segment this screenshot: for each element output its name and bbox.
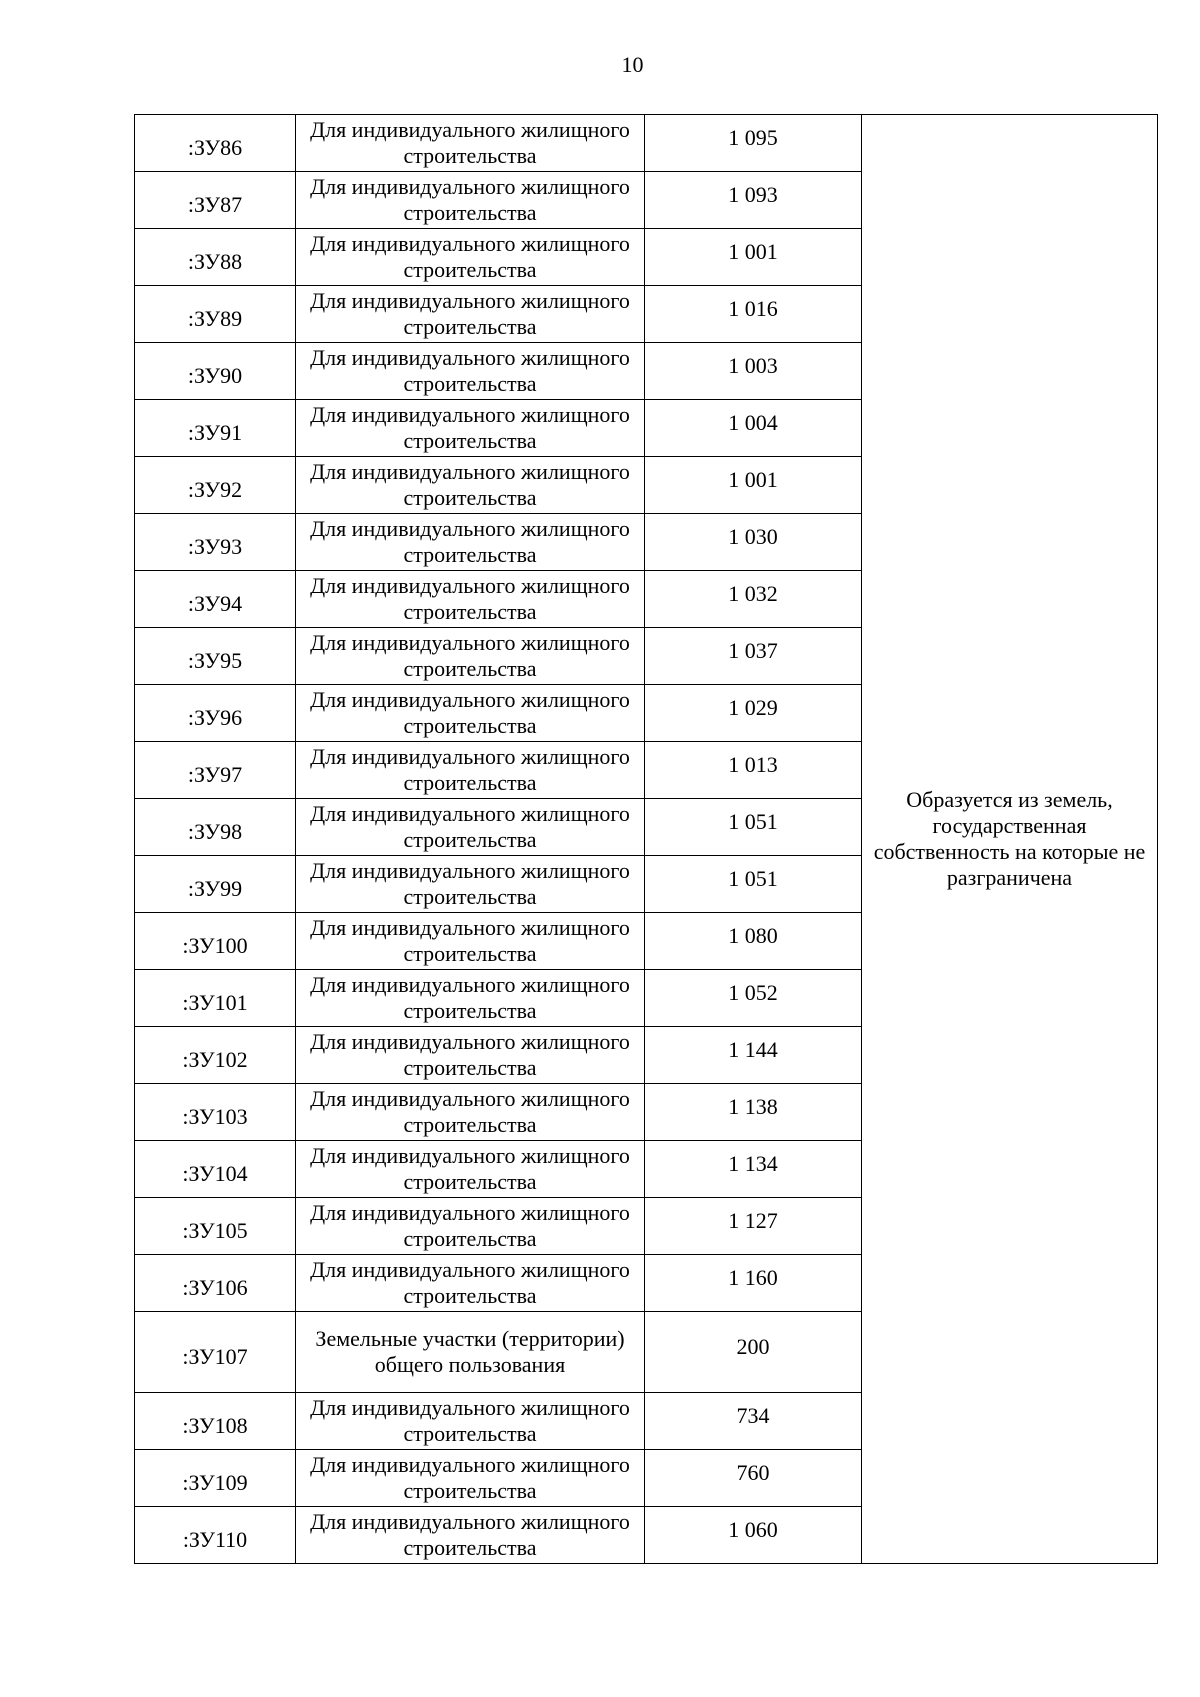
area-cell: 200	[645, 1312, 862, 1393]
parcel-id-cell: :ЗУ93	[135, 514, 296, 571]
parcel-id-cell: :ЗУ103	[135, 1084, 296, 1141]
parcel-id-cell: :ЗУ98	[135, 799, 296, 856]
area-cell: 1 051	[645, 799, 862, 856]
permitted-use-cell: Для индивидуального жилищного строительства	[296, 1393, 645, 1450]
area-cell: 1 095	[645, 115, 862, 172]
area-cell: 1 144	[645, 1027, 862, 1084]
area-cell: 1 138	[645, 1084, 862, 1141]
area-cell: 1 001	[645, 229, 862, 286]
area-cell: 1 037	[645, 628, 862, 685]
area-cell: 1 030	[645, 514, 862, 571]
area-cell: 1 080	[645, 913, 862, 970]
parcel-id-cell: :ЗУ88	[135, 229, 296, 286]
parcel-id-cell: :ЗУ94	[135, 571, 296, 628]
permitted-use-cell: Для индивидуального жилищного строительства	[296, 286, 645, 343]
permitted-use-cell: Для индивидуального жилищного строительства	[296, 1027, 645, 1084]
permitted-use-cell: Для индивидуального жилищного строительства	[296, 1141, 645, 1198]
table-row	[135, 115, 1158, 172]
parcel-id-cell: :ЗУ107	[135, 1312, 296, 1393]
parcel-id-cell: :ЗУ97	[135, 742, 296, 799]
parcel-id-cell: :ЗУ102	[135, 1027, 296, 1084]
area-cell: 1 029	[645, 685, 862, 742]
parcels-table-body	[135, 115, 1158, 1564]
parcel-id-cell: :ЗУ92	[135, 457, 296, 514]
parcel-id-cell: :ЗУ101	[135, 970, 296, 1027]
permitted-use-cell: Земельные участки (территории) общего пользования	[296, 1312, 645, 1393]
permitted-use-cell: Для индивидуального жилищного строительства	[296, 1507, 645, 1564]
area-cell: 1 052	[645, 970, 862, 1027]
permitted-use-cell: Для индивидуального жилищного строительства	[296, 571, 645, 628]
permitted-use-cell: Для индивидуального жилищного строительства	[296, 400, 645, 457]
area-cell: 1 060	[645, 1507, 862, 1564]
area-cell: 1 013	[645, 742, 862, 799]
parcel-id-cell: :ЗУ109	[135, 1450, 296, 1507]
permitted-use-cell: Для индивидуального жилищного строительства	[296, 1198, 645, 1255]
parcel-id-cell: :ЗУ96	[135, 685, 296, 742]
permitted-use-cell: Для индивидуального жилищного строительства	[296, 742, 645, 799]
permitted-use-cell: Для индивидуального жилищного строительства	[296, 1084, 645, 1141]
parcel-id-cell: :ЗУ104	[135, 1141, 296, 1198]
area-cell: 1 016	[645, 286, 862, 343]
area-cell: 1 134	[645, 1141, 862, 1198]
parcel-id-cell: :ЗУ106	[135, 1255, 296, 1312]
parcel-id-cell: :ЗУ87	[135, 172, 296, 229]
area-cell: 1 093	[645, 172, 862, 229]
parcel-id-cell: :ЗУ91	[135, 400, 296, 457]
parcel-id-cell: :ЗУ89	[135, 286, 296, 343]
permitted-use-cell: Для индивидуального жилищного строительства	[296, 970, 645, 1027]
permitted-use-cell: Для индивидуального жилищного строительства	[296, 229, 645, 286]
page-number: 10	[621, 52, 644, 77]
area-cell: 760	[645, 1450, 862, 1507]
parcel-id-cell: :ЗУ100	[135, 913, 296, 970]
permitted-use-cell: Для индивидуального жилищного строительства	[296, 457, 645, 514]
permitted-use-cell: Для индивидуального жилищного строительства	[296, 799, 645, 856]
permitted-use-cell: Для индивидуального жилищного строительства	[296, 1255, 645, 1312]
area-cell: 1 032	[645, 571, 862, 628]
area-cell: 1 160	[645, 1255, 862, 1312]
land-origin-note-cell: Образуется из земель, государственная собственность на которые не разграничена	[862, 115, 1158, 1564]
permitted-use-cell: Для индивидуального жилищного строительства	[296, 115, 645, 172]
area-cell: 734	[645, 1393, 862, 1450]
area-cell: 1 051	[645, 856, 862, 913]
permitted-use-cell: Для индивидуального жилищного строительства	[296, 685, 645, 742]
permitted-use-cell: Для индивидуального жилищного строительства	[296, 913, 645, 970]
permitted-use-cell: Для индивидуального жилищного строительства	[296, 1450, 645, 1507]
permitted-use-cell: Для индивидуального жилищного строительства	[296, 172, 645, 229]
parcel-id-cell: :ЗУ90	[135, 343, 296, 400]
parcels-table	[134, 114, 1158, 1564]
parcel-id-cell: :ЗУ110	[135, 1507, 296, 1564]
parcel-id-cell: :ЗУ108	[135, 1393, 296, 1450]
parcel-id-cell: :ЗУ105	[135, 1198, 296, 1255]
permitted-use-cell: Для индивидуального жилищного строительства	[296, 514, 645, 571]
permitted-use-cell: Для индивидуального жилищного строительства	[296, 343, 645, 400]
permitted-use-cell: Для индивидуального жилищного строительства	[296, 628, 645, 685]
area-cell: 1 003	[645, 343, 862, 400]
parcel-id-cell: :ЗУ86	[135, 115, 296, 172]
parcel-id-cell: :ЗУ95	[135, 628, 296, 685]
permitted-use-cell: Для индивидуального жилищного строительства	[296, 856, 645, 913]
area-cell: 1 001	[645, 457, 862, 514]
area-cell: 1 127	[645, 1198, 862, 1255]
parcel-id-cell: :ЗУ99	[135, 856, 296, 913]
area-cell: 1 004	[645, 400, 862, 457]
